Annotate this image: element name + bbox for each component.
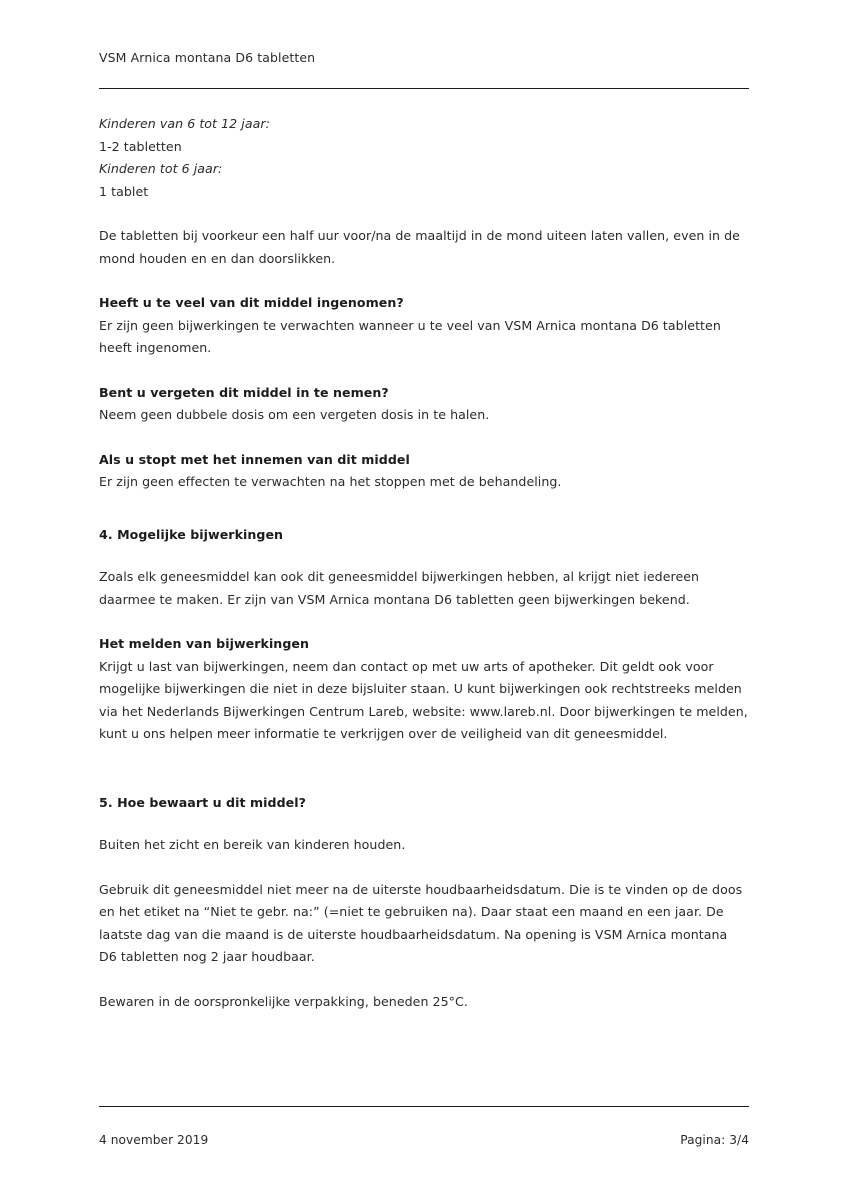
header-divider — [99, 88, 749, 89]
overdose-paragraph: Er zijn geen bijwerkingen te verwachten wanneer u te veel van VSM Arnica montana D6 tabletten heeft ingenomen. — [99, 317, 721, 355]
stopping-heading: Als u stopt met het innemen van dit middel — [99, 451, 410, 467]
section-5-paragraph-3: Bewaren in de oorspronkelijke verpakking, beneden 25°C. — [99, 993, 468, 1009]
missed-dose-heading: Bent u vergeten dit middel in te nemen? — [99, 384, 389, 400]
missed-dose-paragraph: Neem geen dubbele dosis om een vergeten dosis in te halen. — [99, 407, 490, 422]
dosage-children-under-6-label: Kinderen tot 6 jaar: — [99, 161, 223, 176]
reporting-paragraph: Krijgt u last van bijwerkingen, neem dan contact op met uw arts of apotheker. Dit geldt ook voor mogelijke bijwerkingen die niet in deze bijsluiter staan. U kunt bijwerkingen ook rechtstreeks melden via het Nederlands Bijwerkingen Centrum Lareb, website: www.lareb.nl. Door bijwerkingen te melden, kunt u ons helpen meer informatie te verkrijgen over de veiligheid van dit geneesmiddel. — [99, 658, 748, 741]
spacer — [99, 857, 749, 879]
header-title: VSM Arnica montana D6 tabletten — [99, 50, 316, 65]
spacer — [99, 611, 749, 633]
spacer — [99, 814, 749, 834]
spacer — [99, 746, 749, 792]
spacer — [99, 969, 749, 991]
section-5-paragraph-2: Gebruik dit geneesmiddel niet meer na de uiterste houdbaarheidsdatum. Die is te vinden op de doos en het etiket na “Niet te gebr. na:” (=niet te gebruiken na). Daar staat een maand en een jaar. De laatste dag van die maand is de uiterste houdbaarheidsdatum. Na opening is VSM Arnica montana D6 tabletten nog 2 jaar houdbaar. — [99, 881, 743, 964]
section-4-paragraph: Zoals elk geneesmiddel kan ook dit geneesmiddel bijwerkingen hebben, al krijgt niet iedereen daarmee te maken. Er zijn van VSM Arnica montana D6 tabletten geen bijwerkingen bekend. — [99, 569, 700, 607]
spacer — [99, 360, 749, 382]
section-5-heading: 5. Hoe bewaart u dit middel? — [99, 794, 306, 810]
spacer — [99, 203, 749, 225]
spacer — [99, 270, 749, 292]
footer-page-number: Pagina: 3/4 — [680, 1133, 749, 1147]
spacer — [99, 427, 749, 449]
document-footer — [99, 1132, 749, 1148]
dosage-children-6-12-label: Kinderen van 6 tot 12 jaar: — [99, 116, 270, 131]
dosage-children-under-6-value: 1 tablet — [99, 183, 149, 199]
document-header — [99, 50, 749, 66]
section-5-paragraph-1: Buiten het zicht en bereik van kinderen houden. — [99, 837, 406, 852]
reporting-heading: Het melden van bijwerkingen — [99, 636, 309, 651]
footer-date: 4 november 2019 — [99, 1133, 209, 1147]
footer-divider — [99, 1106, 749, 1107]
spacer — [99, 494, 749, 524]
intake-instruction-paragraph: De tabletten bij voorkeur een half uur voor/na de maaltijd in de mond uiteen laten vallen, even in de mond houden en en dan doorslikken. — [99, 228, 740, 266]
overdose-heading: Heeft u te veel van dit middel ingenomen? — [99, 295, 404, 310]
section-4-heading: 4. Mogelijke bijwerkingen — [99, 526, 284, 542]
stopping-paragraph: Er zijn geen effecten te verwachten na het stoppen met de behandeling. — [99, 474, 562, 489]
document-body — [99, 113, 749, 1013]
dosage-children-6-12-value: 1-2 tabletten — [99, 138, 182, 154]
spacer — [99, 546, 749, 566]
